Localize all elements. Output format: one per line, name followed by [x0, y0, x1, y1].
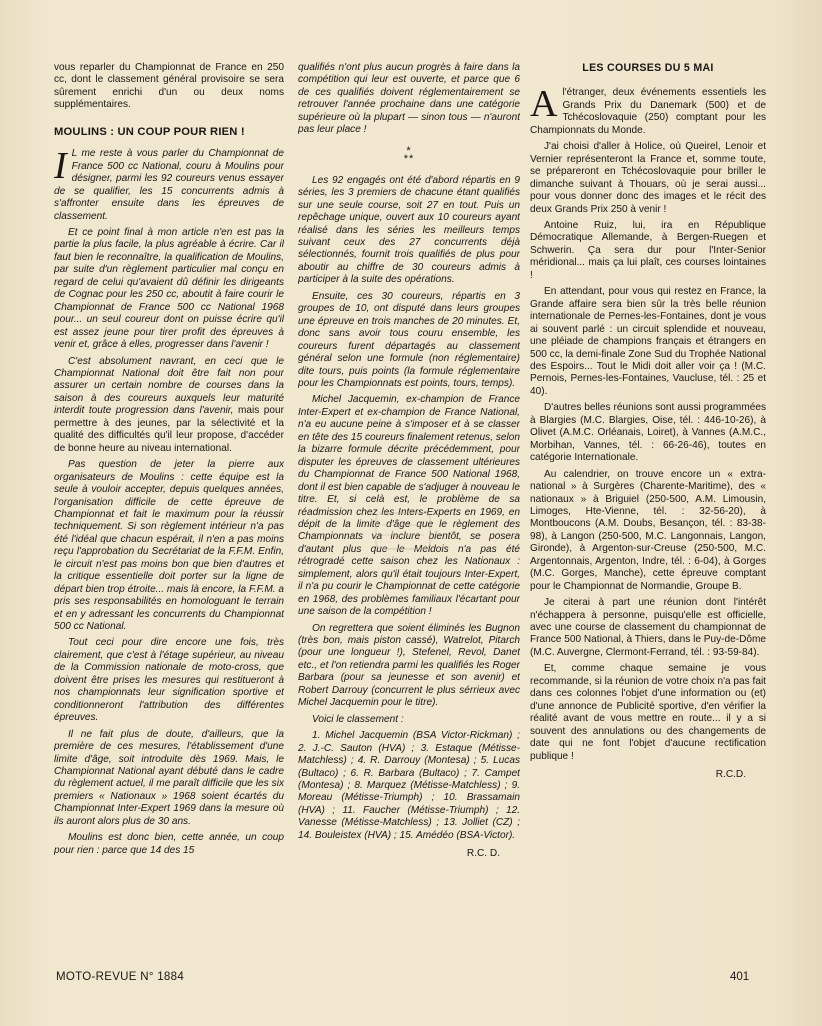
drop-cap: I	[54, 145, 67, 188]
article-paragraph: Il ne fait plus de doute, d'ailleurs, que la première de ces mesures, l'établissement d'une limite d'âge, soit introduite dès 1969. Mais, le Championnat National ayant débuté dans le cadre du règlement actuel, il me paraît difficile que les six premiers « Nationaux » 1968 soient écartés du Championnat Inter-Expert 1969 dans la mesure où ils auront alors plus de 30 ans.	[54, 728, 284, 827]
article-paragraph	[530, 83, 766, 137]
article-paragraph: On regrettera que soient éliminés les Bugnon (très bon, mais piston cassé), Watrelot, Pitarch (pour une longueur !), Stefenel, Revol, Danet etc., et l'on retiendra parmi les qualifiés les Roger Barbara (pour sa jeunesse et son avenir) et Robert Darrouy (concurrent le plus sérrieux avec Michel Jacquemin pour le titre).	[298, 622, 520, 709]
article-paragraph: Au calendrier, on trouve encore un « extra-national » à Surgères (Charente-Maritime), des « nationaux » à Briguiel (250-500, A.M. Limousin, Limoges, Hte-Vienne, tél. : 32-56-20), à Montboucons (A.M. Doubs, Besançon, tél. : 83-38-98), à Langon (250-500, M.C. Langonnais, Langon, Gironde), à Argenton-sur-Creuse (250-500, M.C. Argentonnais, Argenton, Indre, tél. : 6-04), à Gorges (M.C. Gorges, Manche), cette épreuve comptant pour le Championnat de Normandie, Groupe B.	[530, 468, 766, 592]
magazine-issue-footer: MOTO-REVUE N° 1884	[56, 971, 185, 983]
library-stamp-icon	[372, 505, 434, 555]
classement-intro: Voici le classement :	[312, 713, 404, 725]
intro-paragraph: vous reparler du Championnat de France en 250 cc, dont le classement général provisoire se sera sûrement enrichi d'un ou deux noms supplémentaires.	[54, 62, 284, 111]
classement-list: 1. Michel Jacquemin (BSA Victor-Rickman) ; 2. J.-C. Sauton (HVA) ; 3. Estaque (Métisse-Matchless) ; 4. R. Darrouy (Montesa) ; 5. Lucas (Bultaco) ; 6. R. Barbara (Bultaco) ; 7. Campet (Montesa) ; 8. Marquez (Métisse-Matchless) ; 9. Moreau (Métisse-Triumph) ; 10. Brassamain (HVA) ; 11. Faucher (Métisse-Triumph) ; 12. Vanesse (Métisse-Matchless) ; 13. Jolliet (CZ) ; 14. Bouleistex (HVA) ; 15. Amédéo (BSA-Victor).	[298, 730, 520, 841]
article-paragraph: Michel Jacquemin, ex-champion de France Inter-Expert et ex-champion de France National, n'a eu aucune peine à s'imposer et à se classer en tête des 15 coureurs finalement retenus, selon la bizarre formule décrite précédemment, pour disputer les épreuves de classement ultérieures du Championnat de France 500 National 1968, dont il est bien capable de s'adjuger à nouveau le titre. Et, si celà est, le problème de sa réadmission chez les Inters-Experts en 1969, en dépit de la limite d'âge que le règlement des Championnats va inclure bientôt, se posera d'autant plus que le Meldois n'a pas été rétrogradé cette saison chez les Nationaux : simplement, alors qu'il était toujours Inter-Expert, il n'a pu courir le Championnat de cette catégorie en 1968, des problèmes familiaux l'écartant pour une saison de la compétition !	[298, 394, 520, 618]
article-paragraph: D'autres belles réunions sont aussi programmées à Blargies (M.C. Blargies, Oise, tél. : 446-10-26), à Olivet (A.M.C. Orléanais, Loiret), à Vannes (A.M.C., Morbihan, Vannes, tél. : 66-26-46), toutes en catégorie Internationale.	[530, 402, 766, 464]
section-heading-courses: LES COURSES DU 5 MAI	[582, 62, 714, 74]
section-separator-stars: * **	[403, 144, 415, 165]
signature: R.C.D.	[715, 769, 746, 781]
article-paragraph	[54, 356, 284, 456]
article-paragraph	[54, 145, 284, 223]
article-paragraph: Pas question de jeter la pierre aux organisateurs de Moulins : cette équipe est la seule à vouloir accepter, depuis quelques années, l'organisation difficile de cette épreuve de Championnat et fait le maximum pour la réussir techniquement. Si son règlement intérieur n'a pas été l'idéal que chacun espérait, il n'en a pas moins reçu l'approbation du Secrétariat de la F.F.M. Enfin, le circuit n'est pas moins bon que bien d'autres et la critique essentielle doit porter sur la ligne de départ bien trop étroite... mais là encore, la F.F.M. a pris ses responsabilités en homologuant le terrain et en y adressant les concurrents du Championnat 500 cc National.	[54, 459, 284, 633]
article-paragraph: qualifiés n'ont plus aucun progrès à faire dans la compétition qui leur est ouverte, et parce que 6 de ces qualifiés doivent réglementairement se retrouver l'année prochaine dans une catégorie supérieure où la plupart — sinon tous — n'auront pas leur place !	[298, 62, 520, 136]
article-paragraph: Ensuite, ces 30 coureurs, répartis en 3 groupes de 10, ont disputé dans leurs groupes une épreuve en trois manches de 20 minutes. Et, donc sans avoir tous couru ensemble, les coureurs furent départagés au classement général selon une formule (non réglementaire) dite tours, puis points (la formule réglementaire pour les Championnats est points, tours, temps).	[298, 290, 520, 389]
article-paragraph: Les 92 engagés ont été d'abord répartis en 9 séries, les 3 premiers de chacune étant qualifiés sur une seule course, soit 27 en tout. Puis un repêchage unique, ouvert aux 10 coureurs ayant réalisé dans les séries les meilleurs temps suivant ceux des 27 concurrents déjà sélectionnés, fournit trois qualifiés de plus pour aboutir au chiffre de 30 coureurs admis à participer à la suite des opérations.	[298, 174, 520, 286]
signature: R.C. D.	[466, 848, 500, 860]
paragraph-text: l'étranger, deux événements essentiels les Grands Prix du Danemark (500) et de Tchécoslovaquie (250) comptant pour les Championnats du Monde.	[530, 87, 766, 136]
article-paragraph: Je citerai à part une réunion dont l'intérêt n'échappera à personne, puisqu'elle est officielle, avec une course de classement du championnat de France 500 National, à Thiers, dans le Puy-de-Dôme (M.C. Auvergne, Clermont-Ferrand, tél. : 93-59-84).	[530, 597, 766, 658]
article-paragraph: Antoine Ruiz, lui, ira en République Démocratique Allemande, à Bergen-Ruegen et Schwerin. Ça sera dur pour l'Inter-Senior méridional... mais ça lui plaît, ces courses lointaines !	[530, 219, 766, 281]
article-paragraph: Tout ceci pour dire encore une fois, très clairement, que c'est à l'étage supérieur, au niveau de la Commission nationale de moto-cross, que doivent être prises les mesures qui restitueront à nos championnats leur signification sportive et conditionneront l'attribution des différentes épreuves.	[54, 637, 284, 724]
paragraph-text: mais pour permettre à des jeunes, par la sélectivité et la qualité des difficultés qu'il leur propose, d'accéder de bonne heure au niveau international.	[54, 405, 284, 454]
column-left	[54, 62, 284, 960]
page-number: 401	[730, 971, 750, 983]
article-paragraph: Et ce point final à mon article n'en est pas la partie la plus facile, la plus agréable à écrire. Car il faut bien le reconnaître, la qualification de Moulins, par suite d'un règlement particulier mal conçu en regard de celui qu'avaient dû définir les dirigeants de Cognac pour les 250 cc, aboutit à faire courir le Championnat de France 500 cc National 1968 pour... un seul coureur dont on puisse écrire qu'il est assez jeune pour tirer profit des épreuves à venir et, grâce à elles, progresser dans l'avenir !	[54, 226, 284, 351]
article-paragraph: J'ai choisi d'aller à Holice, où Queirel, Lenoir et Vernier représenteront la France et, somme toute, se prépareront en Tchécoslovaquie pour briller le dimanche suivant à Thouars, où je serai aussi... pour vous donner donc des images et le récit des deux Grands Prix 250 à venir !	[530, 141, 766, 215]
article-paragraph: Moulins est donc bien, cette année, un coup pour rien : parce que 14 des 15	[54, 832, 284, 856]
column-right	[530, 62, 766, 960]
drop-cap: A	[530, 83, 558, 126]
section-heading-moulins: MOULINS : UN COUP POUR RIEN !	[54, 125, 245, 138]
paragraph-text: C'est absolument navrant, en ceci que le Championnat National doit être fait non pour assurer un certain nombre de courses dans la saison à des coureurs auxquels leur maturité interdit toute progression dans l'avenir,	[54, 355, 284, 417]
article-paragraph: En attendant, pour vous qui restez en France, la Grande affaire sera bien sûr la très belle réunion internationale de Pernes-les-Fontaines, dont je vous ai souvent parlé : un circuit splendide et nouveau, une pléiade de champions français et étrangers en 500 cc, la demi-finale Zone Sud du Trophée National des Espoirs... Tout le Midi doit aller voir ça ! (M.C. Pernois, Pernes-les-Fontaines, Vaucluse, tél. : 25 et 40).	[530, 286, 766, 397]
article-paragraph: Et, comme chaque semaine je vous recommande, si la réunion de votre choix n'a pas fait dans ces colonnes l'objet d'une information ou (et) d'une annonce de Publicité sportive, d'en vérifier la réalité avant de vous mettre en route... il y a si souvent des annulations ou des changements de date qui ne font l'objet d'aucune rectification publique !	[530, 663, 766, 762]
paragraph-text: L me reste à vous parler du Championnat de France 500 cc National, couru à Moulins pour désigner, parmi les 92 coureurs venus essayer de se qualifier, les 15 concurrents admis à s'affronter ensuite dans les épreuves de classement.	[54, 148, 284, 222]
